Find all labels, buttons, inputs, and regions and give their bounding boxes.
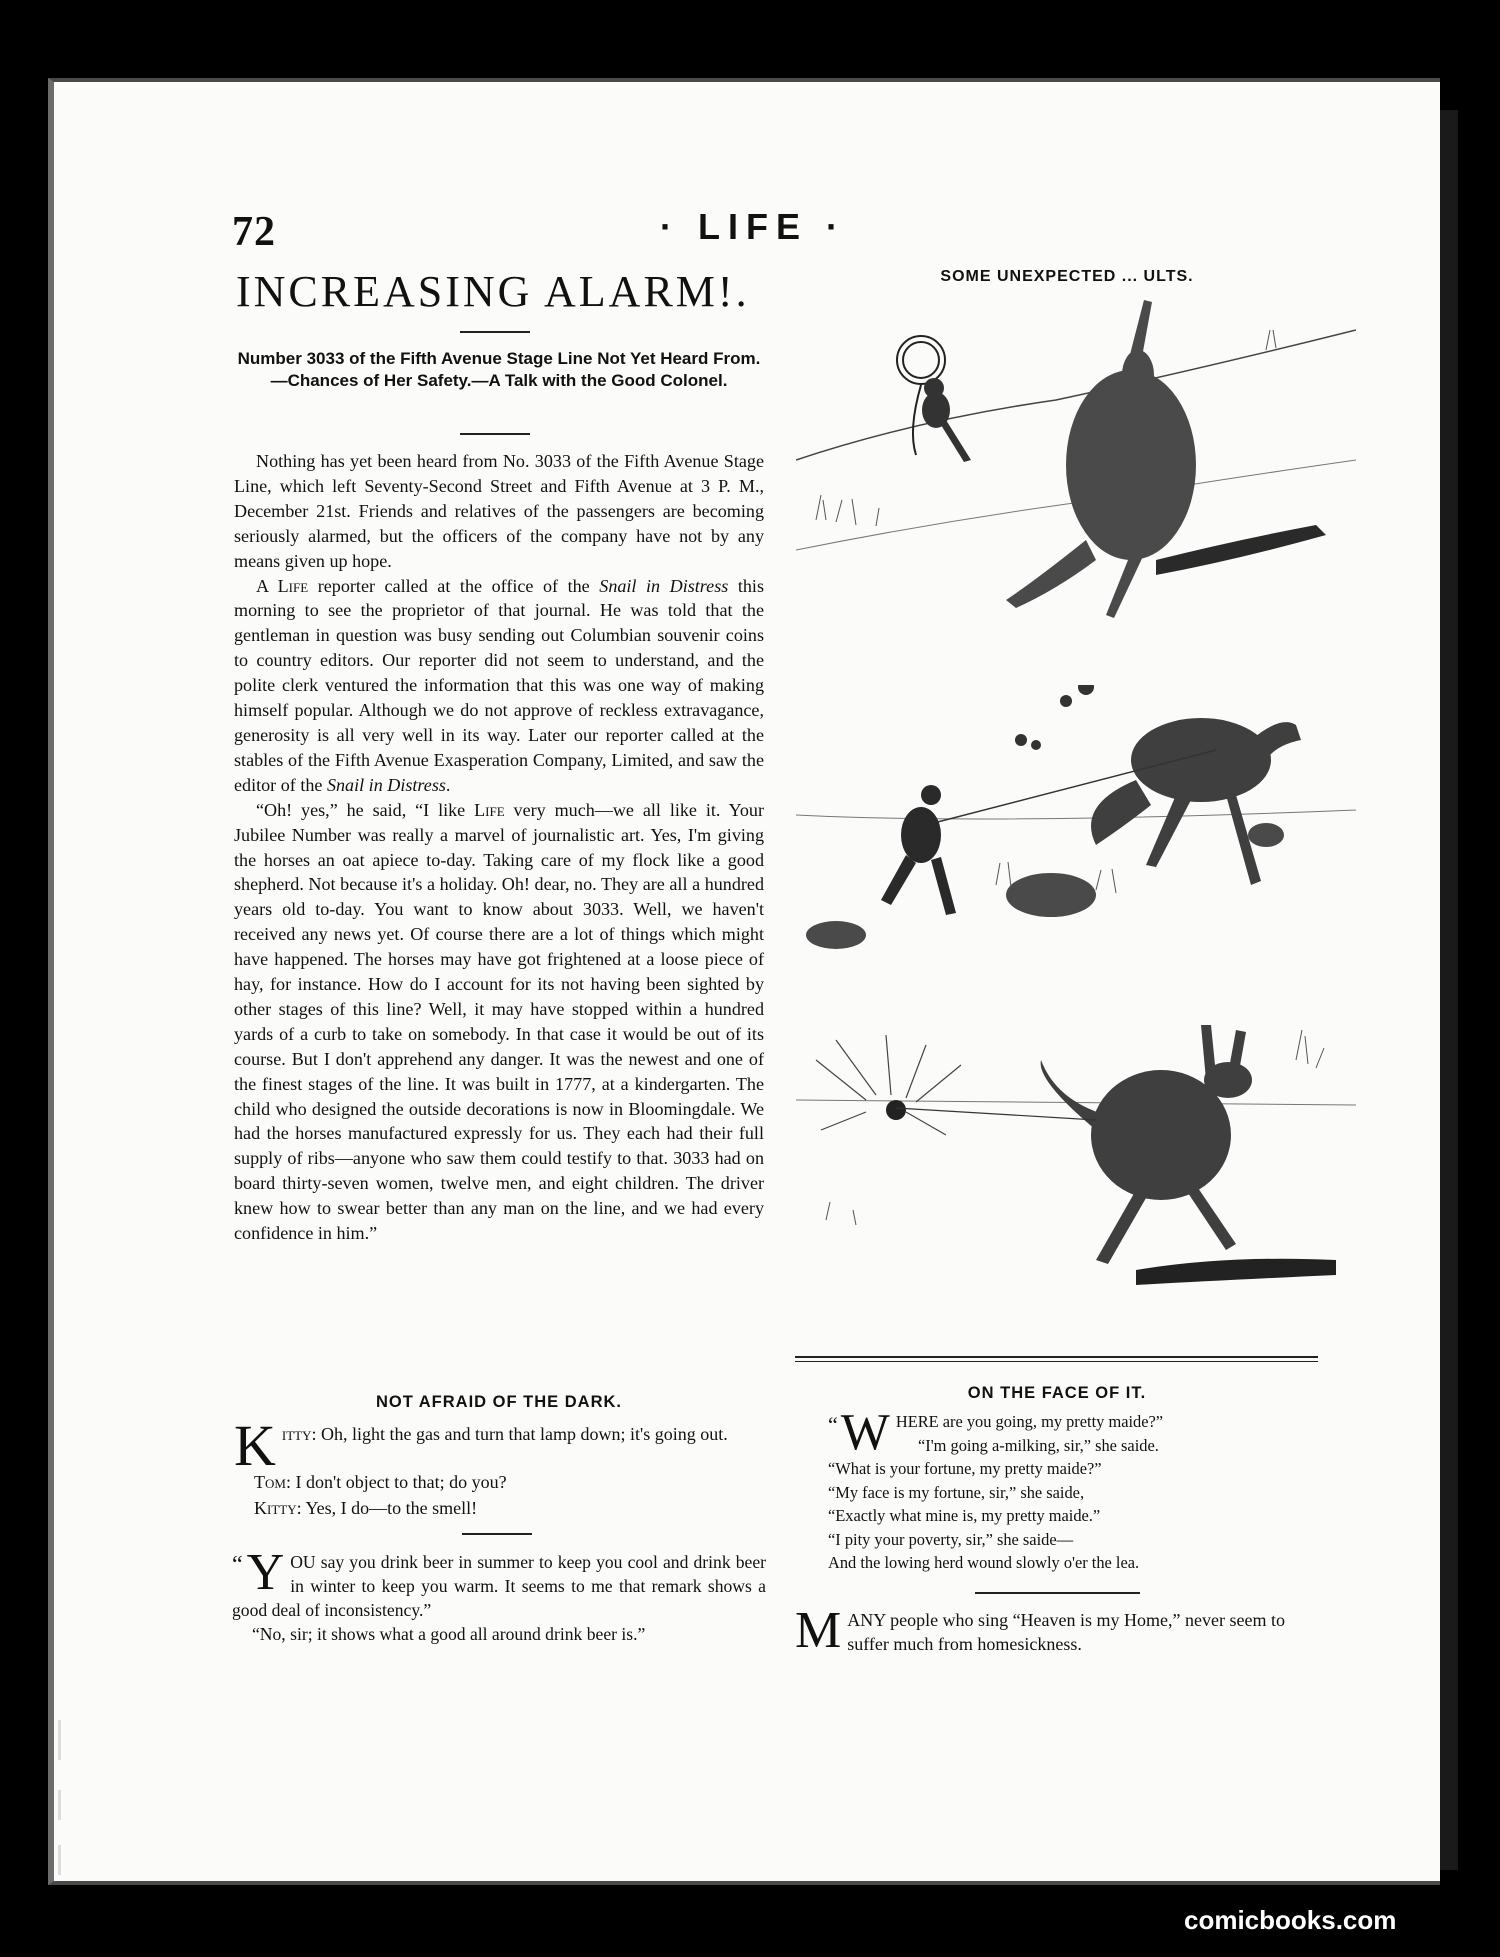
p3-text-b: very much—we all like it. Your Jubilee Number was really a marvel of journalistic art. Yes, I'm giving the horses an oat apiece to-day. Taking care of my flock like a good shepherd. Not because it's a holiday. Oh! dear, no. They are all a hundred years old to-day. You want to know about 3033. Well, we haven't received any news yet. Of course there are a lot of things which might have happened. The horses may have got frightened at a loose piece of hay, for instance. How do I account for its not having been sighted by other stages of this line? Well, it may have stopped within a hundred yards of a curb to take on somebody. In that case it would be out of its course. But I don't apprehend any danger. It was the newest and one of the finest stages of the line. It was built in 1777, at a kindergarten. The child who designed the outside decorations is now in Bloomingdale. We had the horses manufactured expressly for us. They each had their full supply of ribs—anyone who saw them could testify to that. 3033 had on board thirty-seven women, twelve men, and eight children. The driver knew how to swear better than any man on the line, and we had every confidence in him.” xyxy=(234,799,764,1244)
face-open-quote: “ xyxy=(828,1412,838,1437)
p2-text-c: this morning to see the proprietor of that journal. He was told that the gentleman in question was busy sending out Columbian souvenir coins to country editors. Our reporter did not seem to understand, and the polite clerk ventured the information that this was one way of making himself popular. Although we do not approve of reckless extravagance, generosity is all very well in its way. Later our reporter called at the stables of the Fifth Avenue Exasperation Company, Limited, and saw the editor of the xyxy=(234,575,764,795)
cartoon-panel-3 xyxy=(796,1020,1356,1340)
many-text: ANY people who sing “Heaven is my Home,” never seem to suffer much from homesickness. xyxy=(847,1610,1285,1654)
article-subhead: Number 3033 of the Fifth Avenue Stage Line Not Yet Heard From.—Chances of Her Safety.—A Talk with the Good Colonel. xyxy=(237,349,761,390)
article-headline: INCREASING ALARM!. xyxy=(236,267,750,316)
verse-line-2: “I'm going a-milking, sir,” she saide. xyxy=(918,1435,1159,1455)
speaker-kitty-2: Kitty: xyxy=(254,1498,302,1518)
page-number: 72 xyxy=(232,209,276,255)
headline-rule xyxy=(460,331,530,333)
verse-line-6: “I pity your poverty, sir,” she saide— xyxy=(828,1529,1073,1549)
illustration-title: SOME UNEXPECTED ... ULTS. xyxy=(940,268,1194,285)
speaker-tom: Tom: xyxy=(254,1472,291,1492)
kitty-line-2 xyxy=(234,1495,766,1521)
beer-open-quote: “ xyxy=(232,1552,243,1578)
speaker-kitty: itty: xyxy=(281,1424,317,1444)
cartoon-panel-1 xyxy=(796,290,1356,640)
masthead: · LIFE · xyxy=(660,206,846,247)
kitty-line-1 xyxy=(234,1413,766,1478)
binding-marks xyxy=(58,1720,64,1880)
drop-cap-w: W xyxy=(840,1404,890,1461)
face-title: ON THE FACE OF IT. xyxy=(967,1384,1147,1402)
p2-text-a: A xyxy=(256,575,278,596)
subhead-rule xyxy=(460,433,530,435)
column-divider-top xyxy=(795,1356,1318,1358)
article-paragraph-2 xyxy=(234,574,764,798)
kitty-text-2: Yes, I do—to the smell! xyxy=(301,1498,478,1518)
drop-cap-k: K xyxy=(234,1413,276,1478)
p2-text-b: reporter called at the office of the xyxy=(308,575,600,596)
dark-title: NOT AFRAID OF THE DARK. xyxy=(375,1393,623,1411)
face-rule xyxy=(975,1592,1140,1594)
dark-rule xyxy=(462,1533,532,1535)
many-paragraph xyxy=(795,1602,1325,1659)
face-line-1: HERE are you going, my pretty maide?” xyxy=(895,1412,1164,1431)
column-divider-bottom xyxy=(795,1361,1318,1362)
face-verse xyxy=(828,1404,1328,1575)
tom-text: I don't object to that; do you? xyxy=(290,1472,507,1492)
snail-title-2: Snail in Distress xyxy=(326,774,446,795)
life-name: Life xyxy=(277,575,309,596)
snail-title: Snail in Distress xyxy=(599,575,729,596)
tom-line xyxy=(234,1469,766,1495)
p3-text-a: “Oh! yes,” he said, “I like xyxy=(256,799,475,820)
beer-text: OU say you drink beer in summer to keep you cool and drink beer in winter to keep you warm. It seems to me that remark shows a good deal of inconsistency.” xyxy=(232,1552,766,1620)
article-paragraph-3 xyxy=(234,798,764,1246)
watermark: comicbooks.com xyxy=(1184,1905,1397,1935)
verse-line-4: “My face is my fortune, sir,” she saide, xyxy=(828,1482,1085,1502)
beer-joke xyxy=(232,1544,766,1646)
beer-reply: “No, sir; it shows what a good all around drink beer is.” xyxy=(252,1624,646,1644)
p2-text-d: . xyxy=(445,774,451,795)
article-body xyxy=(234,449,764,1246)
verse-line-5: “Exactly what mine is, my pretty maide.” xyxy=(828,1506,1101,1525)
article-paragraph-1: Nothing has yet been heard from No. 3033 of the Fifth Avenue Stage Line, which left Seventy-Second Street and Fifth Avenue at 3 P. M., December 21st. Friends and relatives of the passengers are becoming seriously alarmed, but the officers of the company have not by any means given up hope. xyxy=(234,451,764,571)
life-name-2: Life xyxy=(474,799,505,820)
verse-line-7: And the lowing herd wound slowly o'er the lea. xyxy=(828,1553,1140,1572)
cartoon-panel-2 xyxy=(796,685,1356,975)
drop-cap-y: Y xyxy=(246,1544,285,1601)
drop-cap-m: M xyxy=(795,1602,842,1659)
dark-dialog xyxy=(234,1413,766,1521)
verse-line-3: “What is your fortune, my pretty maide?” xyxy=(828,1459,1102,1478)
kitty-text-1: Oh, light the gas and turn that lamp down; it's going out. xyxy=(316,1424,728,1444)
